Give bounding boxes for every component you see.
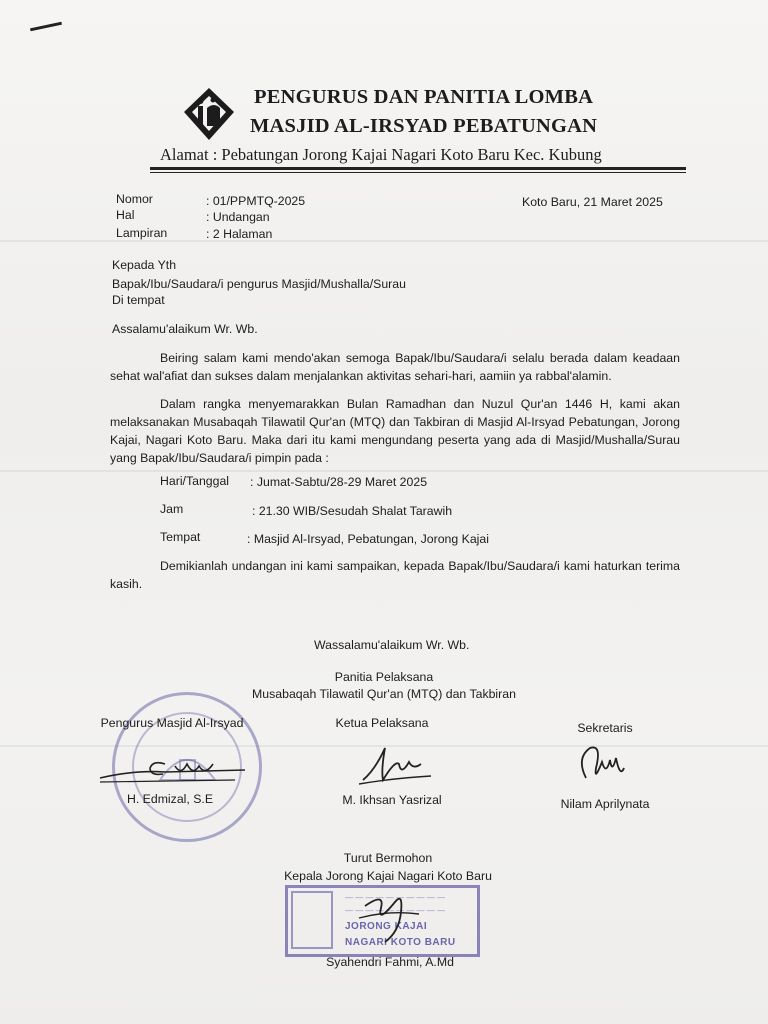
center-signatory-name: M. Ikhsan Yasrizal [342, 793, 442, 807]
paragraph-2-text: Dalam rangka menyemarakkan Bulan Ramadhan dan Nuzul Qur'an 1446 H, kami akan melaksanakan Musabaqah Tilawatil Qur'an (MTQ) dan Takbiran di Masjid Al-Irsyad Pebatungan, Jorong Kajai, Nagari Koto Baru. Maka dari itu kami mengundang peserta yang ada di Masjid/Mushalla/Surau yang Bapak/Ibu/Saudara/i pimpin pada : [110, 397, 680, 465]
hal-value: : Undangan [206, 210, 270, 224]
lampiran-label: Lampiran [116, 226, 168, 240]
letterhead-address: Alamat : Pebatungan Jorong Kajai Nagari Koto Baru Kec. Kubung [160, 145, 602, 164]
recipient-line2: Bapak/Ibu/Saudara/i pengurus Masjid/Mushalla/Surau [112, 277, 406, 291]
paragraph-1 [110, 349, 680, 385]
letter-date: Koto Baru, 21 Maret 2025 [522, 195, 663, 209]
recipient-line1: Kepada Yth [112, 258, 177, 272]
center-signatory-title: Ketua Pelaksana [335, 716, 429, 730]
turut-title: Kepala Jorong Kajai Nagari Koto Baru [284, 869, 492, 883]
hari-label: Hari/Tanggal [160, 474, 230, 488]
nomor-label: Nomor [116, 192, 153, 206]
letterhead-title-line1: PENGURUS DAN PANITIA LOMBA [254, 86, 594, 108]
greeting: Assalamu'alaikum Wr. Wb. [112, 322, 258, 336]
right-signatory-name: Nilam Aprilynata [560, 797, 650, 811]
letterhead-rule [150, 167, 686, 170]
pen-mark [30, 22, 62, 32]
tempat-value: : Masjid Al-Irsyad, Pebatungan, Jorong Kajai [247, 532, 489, 546]
hari-value: : Jumat-Sabtu/28-29 Maret 2025 [250, 475, 428, 489]
closing-paragraph [110, 557, 680, 593]
left-signatory-title: Pengurus Masjid Al-Irsyad [100, 716, 244, 730]
left-signatory-name: H. Edmizal, S.E [126, 792, 214, 806]
left-signature-mark [95, 752, 255, 792]
paragraph-2 [110, 395, 680, 467]
right-signatory-title: Sekretaris [577, 721, 633, 735]
closing-paragraph-text: Demikianlah undangan ini kami sampaikan, kepada Bapak/Ibu/Saudara/i kami haturkan terima kasih. [110, 559, 680, 591]
wassalam: Wassalamu'alaikum Wr. Wb. [314, 638, 470, 652]
tempat-label: Tempat [160, 530, 201, 544]
panitia-line2: Musabaqah Tilawatil Qur'an (MTQ) dan Takbiran [252, 687, 516, 701]
bottom-signatory-name: Syahendri Fahmi, A.Md [326, 955, 454, 969]
letterhead-title-line2: MASJID AL-IRSYAD PEBATUNGAN [250, 115, 598, 137]
jorong-stamp-line1: JORONG KAJAI [345, 921, 428, 932]
letterhead-rule-thin [150, 172, 686, 173]
turut-bermohon: Turut Bermohon [343, 851, 433, 865]
recipient-line3: Di tempat [112, 293, 165, 307]
jam-label: Jam [160, 502, 184, 516]
center-signature-mark [355, 740, 435, 792]
hal-label: Hal [116, 208, 135, 222]
jam-value: : 21.30 WIB/Sesudah Shalat Tarawih [252, 504, 453, 518]
paragraph-1-text: Beiring salam kami mendo'akan semoga Bapak/Ibu/Saudara/i selalu berada dalam keadaan sehat wal'afiat dan sukses dalam menjalankan aktivitas sehari-hari, aamiin ya rabbal'alamin. [110, 351, 680, 383]
nomor-value: : 01/PPMTQ-2025 [206, 194, 306, 208]
jorong-stamp-emblem [291, 891, 333, 949]
jorong-stamp-faint-line1: — — — — — — — — — — [345, 893, 446, 902]
jorong-stamp-line2: NAGARI KOTO BARU [345, 937, 456, 948]
mosque-emblem-icon [178, 86, 240, 144]
bottom-signature-mark [355, 888, 425, 948]
right-signature-mark [572, 738, 632, 790]
jorong-stamp-faint-line2: — — — — — — — — — — [345, 906, 446, 915]
lampiran-value: : 2 Halaman [206, 227, 273, 241]
panitia-line1: Panitia Pelaksana [334, 670, 434, 684]
paper-crease [0, 470, 768, 472]
